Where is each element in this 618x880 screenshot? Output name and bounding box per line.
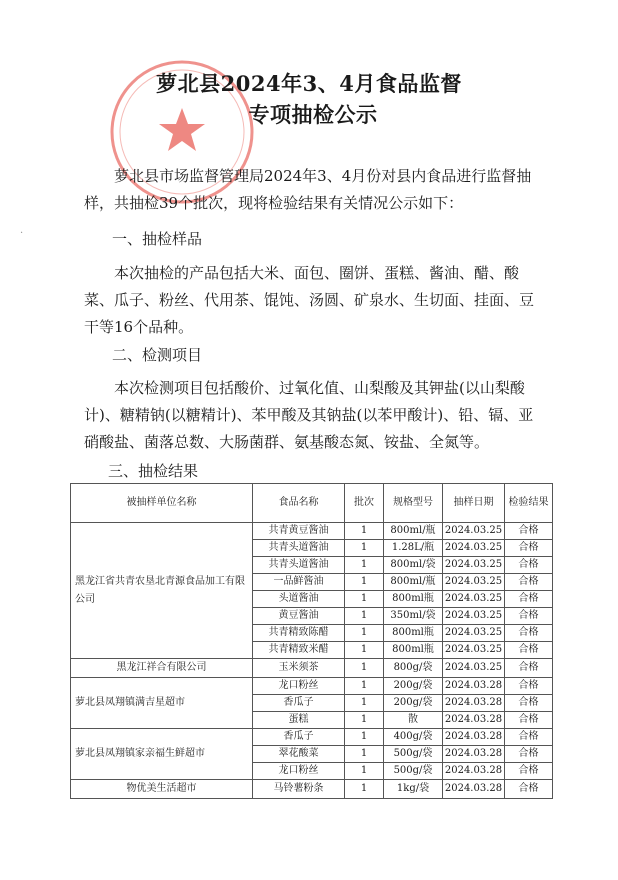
cell-spec: 800ml/袋 <box>384 557 443 574</box>
cell-date: 2024.03.25 <box>443 574 505 591</box>
cell-date: 2024.03.28 <box>443 746 505 763</box>
cell-food: 马铃薯粉条 <box>253 780 345 799</box>
header-date: 抽样日期 <box>443 484 505 523</box>
cell-spec: 350ml/袋 <box>384 608 443 625</box>
cell-spec: 200g/袋 <box>384 695 443 712</box>
cell-result: 合格 <box>505 678 553 695</box>
cell-spec: 500g/袋 <box>384 746 443 763</box>
cell-food: 共青精致米醋 <box>253 642 345 659</box>
cell-batch: 1 <box>345 729 384 746</box>
cell-date: 2024.03.28 <box>443 712 505 729</box>
cell-date: 2024.03.28 <box>443 729 505 746</box>
cell-food: 头道酱油 <box>253 591 345 608</box>
table-row <box>71 729 553 746</box>
cell-result: 合格 <box>505 695 553 712</box>
cell-batch: 1 <box>345 642 384 659</box>
cell-result: 合格 <box>505 780 553 799</box>
cell-unit: 黑龙江省共青农垦北青源食品加工有限公司 <box>71 523 253 659</box>
cell-result: 合格 <box>505 659 553 678</box>
cell-food: 龙口粉丝 <box>253 763 345 780</box>
header-unit: 被抽样单位名称 <box>71 484 253 523</box>
section-heading-items: 二、检测项目 <box>112 346 203 364</box>
cell-food: 蛋糕 <box>253 712 345 729</box>
cell-food: 共青精致陈醋 <box>253 625 345 642</box>
cell-batch: 1 <box>345 523 384 540</box>
cell-spec: 800ml瓶 <box>384 591 443 608</box>
section-heading-results: 三、抽检结果 <box>108 462 199 480</box>
cell-result: 合格 <box>505 763 553 780</box>
cell-spec: 800ml瓶 <box>384 642 443 659</box>
items-paragraph: 本次检测项目包括酸价、过氧化值、山梨酸及其钾盐(以山梨酸计)、糖精钠(以糖精计)、苯甲酸及其钠盐(以苯甲酸计)、铅、镉、亚硝酸盐、菌落总数、大肠菌群、氨基酸态氮、铵盐、全氮等。 <box>84 379 534 451</box>
header-food: 食品名称 <box>253 484 345 523</box>
cell-result: 合格 <box>505 523 553 540</box>
table-row <box>71 659 553 678</box>
cell-date: 2024.03.28 <box>443 678 505 695</box>
scan-mark: · <box>20 228 24 239</box>
cell-batch: 1 <box>345 780 384 799</box>
cell-batch: 1 <box>345 557 384 574</box>
cell-food: 黄豆酱油 <box>253 608 345 625</box>
cell-batch: 1 <box>345 659 384 678</box>
cell-result: 合格 <box>505 557 553 574</box>
cell-batch: 1 <box>345 540 384 557</box>
cell-date: 2024.03.28 <box>443 780 505 799</box>
cell-date: 2024.03.28 <box>443 695 505 712</box>
cell-spec: 1kg/袋 <box>384 780 443 799</box>
header-spec: 规格型号 <box>384 484 443 523</box>
cell-spec: 200g/袋 <box>384 678 443 695</box>
cell-spec: 500g/袋 <box>384 763 443 780</box>
cell-food: 共青黄豆酱油 <box>253 523 345 540</box>
cell-date: 2024.03.25 <box>443 625 505 642</box>
cell-food: 一品鲜酱油 <box>253 574 345 591</box>
cell-spec: 800ml/瓶 <box>384 574 443 591</box>
cell-result: 合格 <box>505 608 553 625</box>
cell-food: 龙口粉丝 <box>253 678 345 695</box>
results-table <box>70 483 553 799</box>
cell-food: 翠花酸菜 <box>253 746 345 763</box>
cell-result: 合格 <box>505 746 553 763</box>
cell-date: 2024.03.25 <box>443 642 505 659</box>
cell-unit: 萝北县凤翔镇满吉星超市 <box>71 678 253 729</box>
document-title-line1: 萝北县2024年3、4月食品监督 <box>156 71 462 96</box>
cell-result: 合格 <box>505 729 553 746</box>
cell-result: 合格 <box>505 625 553 642</box>
cell-batch: 1 <box>345 712 384 729</box>
cell-unit: 黑龙江祥合有限公司 <box>71 659 253 678</box>
table-row <box>71 678 553 695</box>
intro-paragraph: 萝北县市场监督管理局2024年3、4月份对县内食品进行监督抽样，共抽检39个批次，现将检验结果有关情况公示如下： <box>84 167 532 212</box>
cell-result: 合格 <box>505 642 553 659</box>
cell-result: 合格 <box>505 574 553 591</box>
cell-spec: 800g/袋 <box>384 659 443 678</box>
cell-spec: 800ml瓶 <box>384 625 443 642</box>
cell-spec: 散 <box>384 712 443 729</box>
cell-food: 共青头道酱油 <box>253 540 345 557</box>
cell-date: 2024.03.25 <box>443 523 505 540</box>
cell-food: 共青头道酱油 <box>253 557 345 574</box>
table-row <box>71 780 553 799</box>
cell-batch: 1 <box>345 763 384 780</box>
cell-unit: 物优美生活超市 <box>71 780 253 799</box>
cell-date: 2024.03.25 <box>443 659 505 678</box>
cell-date: 2024.03.25 <box>443 557 505 574</box>
cell-unit: 萝北县凤翔镇家亲福生鲜超市 <box>71 729 253 780</box>
cell-date: 2024.03.25 <box>443 540 505 557</box>
cell-batch: 1 <box>345 625 384 642</box>
cell-food: 香瓜子 <box>253 729 345 746</box>
cell-food: 香瓜子 <box>253 695 345 712</box>
cell-date: 2024.03.25 <box>443 608 505 625</box>
cell-date: 2024.03.28 <box>443 763 505 780</box>
cell-batch: 1 <box>345 746 384 763</box>
cell-spec: 400g/袋 <box>384 729 443 746</box>
cell-result: 合格 <box>505 540 553 557</box>
document-title-line2: 专项抽检公示 <box>248 102 378 127</box>
cell-batch: 1 <box>345 678 384 695</box>
cell-batch: 1 <box>345 574 384 591</box>
samples-paragraph: 本次抽检的产品包括大米、面包、圈饼、蛋糕、酱油、醋、酸菜、瓜子、粉丝、代用茶、馄饨、汤圆、矿泉水、生切面、挂面、豆干等16个品种。 <box>84 264 535 336</box>
cell-batch: 1 <box>345 695 384 712</box>
header-result: 检验结果 <box>505 484 553 523</box>
header-batch: 批次 <box>345 484 384 523</box>
cell-spec: 1.28L/瓶 <box>384 540 443 557</box>
cell-batch: 1 <box>345 591 384 608</box>
cell-result: 合格 <box>505 712 553 729</box>
table-header-row <box>71 484 553 523</box>
cell-date: 2024.03.25 <box>443 591 505 608</box>
cell-result: 合格 <box>505 591 553 608</box>
cell-food: 玉米须茶 <box>253 659 345 678</box>
cell-spec: 800ml/瓶 <box>384 523 443 540</box>
cell-batch: 1 <box>345 608 384 625</box>
section-heading-samples: 一、抽检样品 <box>112 230 203 248</box>
table-row <box>71 523 553 540</box>
